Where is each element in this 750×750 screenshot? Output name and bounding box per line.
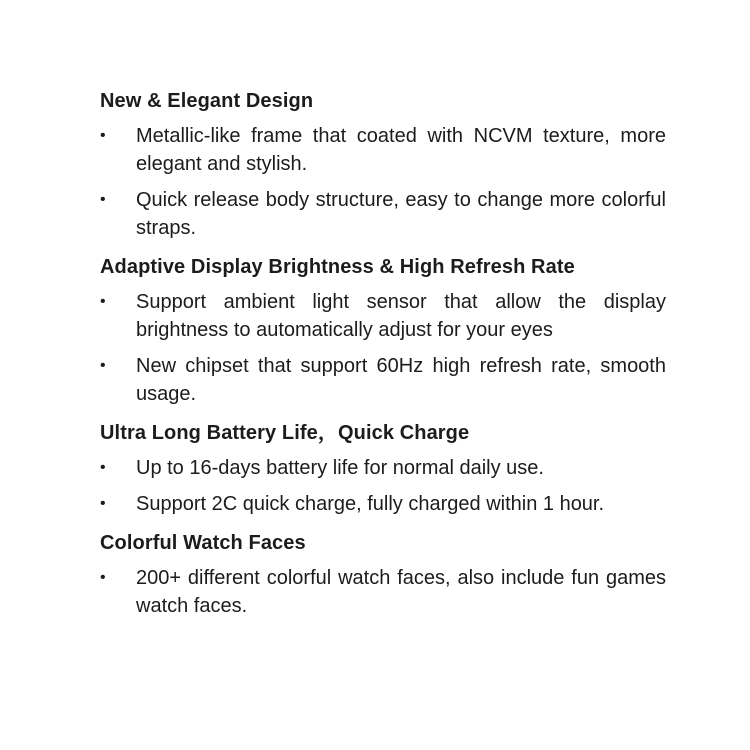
bullet-text: Support 2C quick charge, fully charged within 1 hour. [136, 493, 605, 515]
bullet-item [100, 186, 666, 242]
bullet-text: 200+ different colorful watch faces, also include fun games watch faces. [136, 567, 666, 617]
bullet-item [100, 352, 666, 408]
bullet-text: Up to 16-days battery life for normal daily use. [136, 457, 544, 479]
bullet-text: Metallic-like frame that coated with NCVM texture, more elegant and stylish. [136, 125, 666, 175]
section-heading: New & Elegant Design [100, 90, 314, 112]
bullet-text: Quick release body structure, easy to change more colorful straps. [136, 189, 666, 239]
document-page [100, 88, 666, 628]
bullet-item [100, 288, 666, 344]
section-heading: Colorful Watch Faces [100, 532, 306, 554]
section-heading: Ultra Long Battery Life，Quick Charge [100, 422, 470, 444]
bullet-marker: • [100, 127, 106, 144]
bullet-item [100, 564, 666, 620]
bullet-text: New chipset that support 60Hz high refresh rate, smooth usage. [136, 355, 666, 405]
section-heading: Adaptive Display Brightness & High Refresh Rate [100, 256, 575, 278]
bullet-marker: • [100, 357, 106, 374]
bullet-text: Support ambient light sensor that allow the display brightness to automatically adjust for your eyes [136, 291, 666, 341]
bullet-marker: • [100, 293, 106, 310]
bullet-item [100, 490, 666, 518]
bullet-marker: • [100, 191, 106, 208]
bullet-marker: • [100, 459, 106, 476]
bullet-marker: • [100, 569, 106, 586]
bullet-item [100, 122, 666, 178]
bullet-item [100, 454, 666, 482]
bullet-marker: • [100, 495, 106, 512]
